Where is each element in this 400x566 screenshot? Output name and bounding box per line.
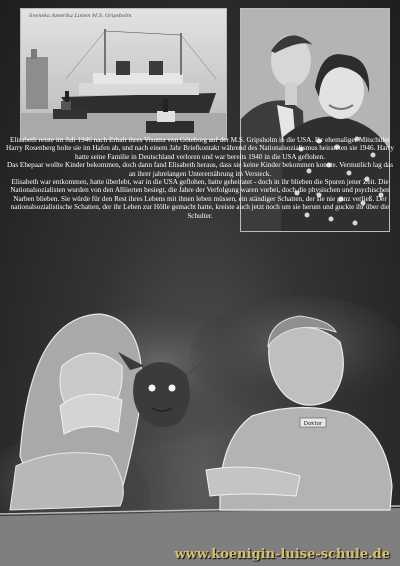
doctor-scene-illustration xyxy=(0,296,400,566)
scene-drawing xyxy=(0,296,400,566)
footer-url-link[interactable]: www.koenigin-luise-schule.de xyxy=(174,547,390,562)
doctor-badge: Doktor xyxy=(303,421,323,427)
ship-illustration xyxy=(21,9,226,139)
ship-caption: Svenska Amerika Linien M.S. Gripsholm xyxy=(29,13,132,19)
story-paragraph-2: Das Ehepaar wollte Kinder bekommen, doch dann fand Elisabeth heraus, dass sie keine Kinder bekommen konnte. Vermutlich lag das an ihrer jahrelangen Unterernährung im Versteck. xyxy=(6,161,394,178)
story-paragraph-3: Elisabeth war entkommen, hatte überlebt, war in die USA geflohen, hatte geheiratet - doch in ihr blieben die Spuren jener Zeit. Die Nationalsozialisten wurden von den Alliierten besiegt, die Jahre der Verfolgung waren vorbei, doch die physischen und psychischen Narben blieben. Sie würde für den Rest ihres Lebens mit ihnen leben müssen, ein ständiger Schatten, der sie nie ganz verließ. Der nationalsozialistische Schatten, der ihr Leben zur Hölle gemacht hatte, kreiste auch jetzt noch um sie herum und guckte ihr über die Schulter. xyxy=(10,178,390,220)
ship-photo xyxy=(20,8,227,140)
story-text xyxy=(6,136,394,220)
story-paragraph-1: Elisabeth reiste im Juli 1946 nach Erhalt ihres Visums von Göteborg auf der M.S. Gripsholm in die USA. Ihr ehemaliger Mitschüler Harry Rosenberg holte sie im Hafen ab, und nach einem Jahr Briefkontakt während des Nationalsozialismus heirateten sie 1946. Harry hatte seine Familie in Deutschland verloren und war bereits 1940 in die USA geflohen. xyxy=(6,136,394,161)
